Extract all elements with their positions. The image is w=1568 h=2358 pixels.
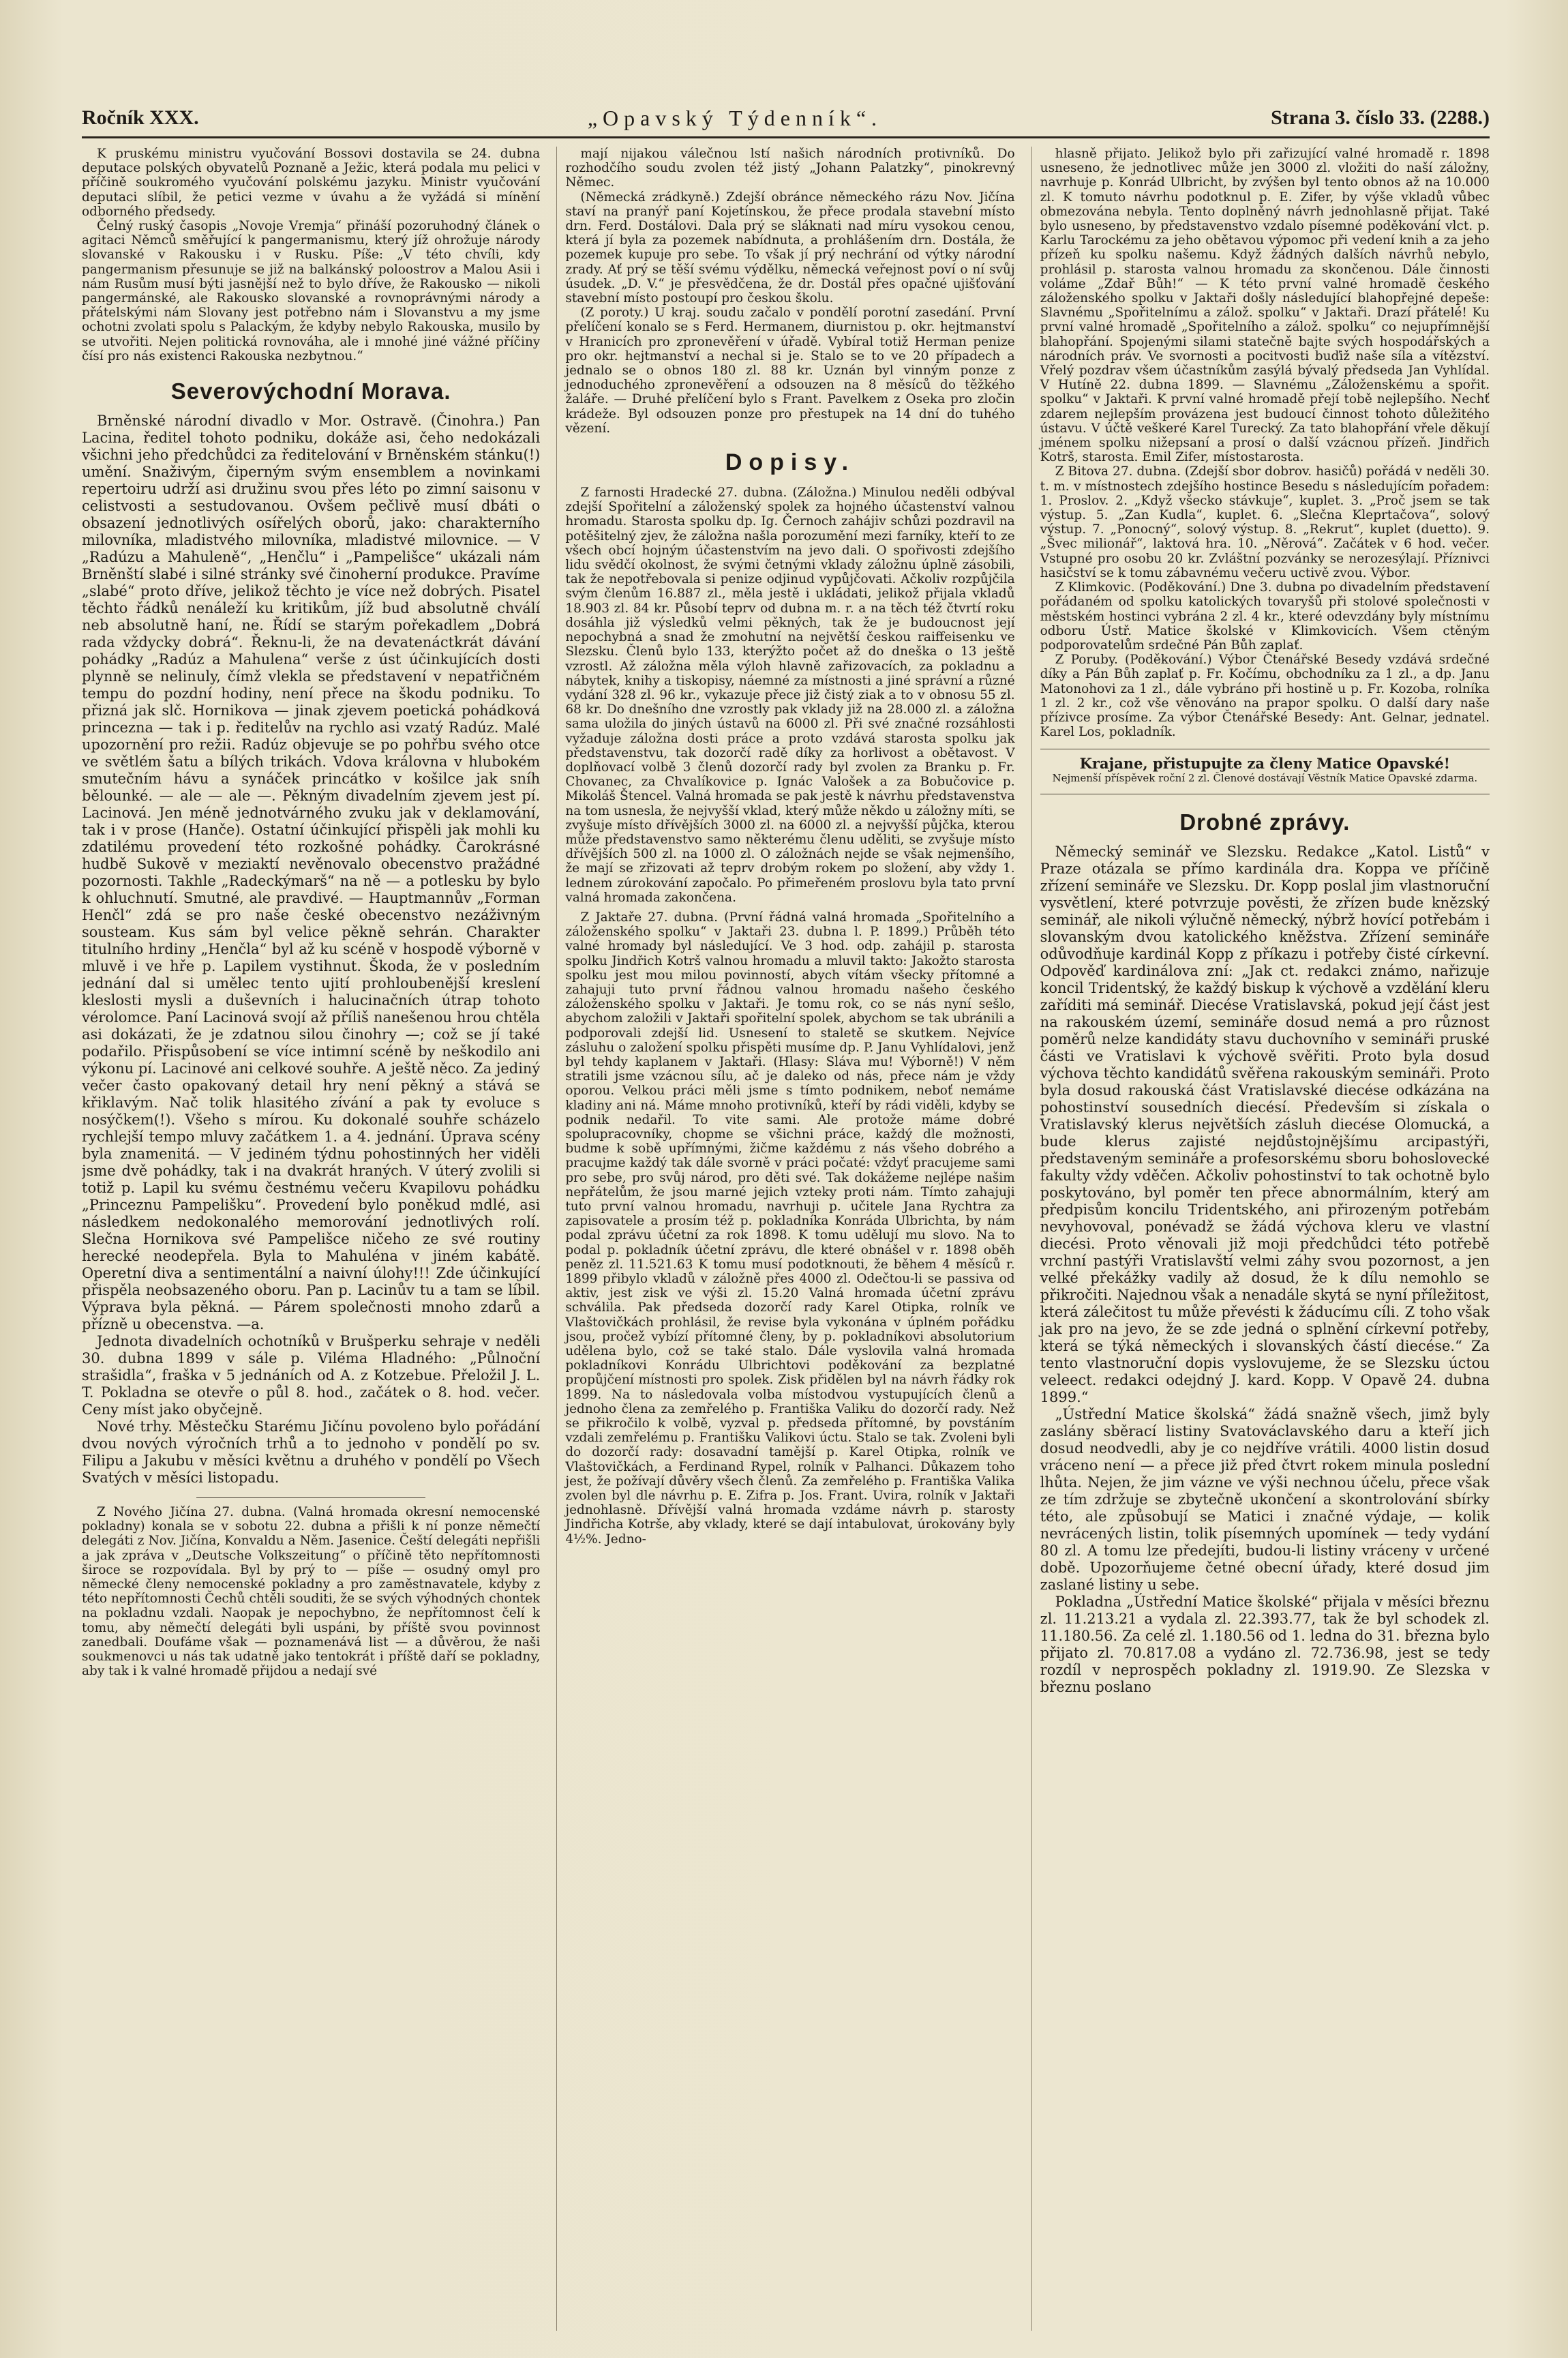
article-jaktar-continued: hlasně přijato. Jelikož bylo při zařizující valné hromadě r. 1898 usneseno, že jednotlivec může jen 3000 zl. vložiti do naší záložny, navrhuje p. Konrád Ulbricht, by zvýšen byl tento obnos až na 10.000 zl. K tomuto návrhu podotknul p. E. Zifer, by výše vkladů vůbec obmezována nebyla. Tento doplněný návrh jednohlasně přijat. Také bylo usneseno, by představenstvo vzdalo písemné poděkování vlct. p. Karlu Tarockému za jeho obětavou výpomoc při vedení knih a za jeho přízeň ku spolku našemu. Když žádných dalších návrhů nebylo, prohlásil p. starosta valnou hromadu za skončenou. Dále činnosti voláme „Zdař Bůh!“ — K této první valné hromadě českého záloženského spolku v Jaktaři došly následující blahopřejné depeše: Slavnému „Spořitelnímu a zálož. spolku“ v Jaktaři. Drazí přátelé! Ku první valné hromadě „Spořitelního a zálož. spolku“ co nejupřímnější blahopřání. Spojenými silami statečně bajte svých hospodářských a národních práv. Ve svornosti a pocitvosti buďiž naše síla a vítězství. Vřelý pozdrav všem účastníkům zasýlá bývalý předseda Jan Vyhlídal. V Hutíně 22. dubna 1899. — Slavnému „Záloženskému a spořit. spolku“ v Jaktaři. K první valné hromadě přejí tobě nejlepšího. Nechť zdarem nejlepším provázena jest budoucí činnost tohoto důležitého ústavu. V účtě veškeré Karel Turecký. Za tato blahopřání vřele děkují jménem spolku nižepsaní a prosí o další vzácnou přízeň. Jindřich Kotrš, starosta. Emil Zifer, místostarosta. (1040, 147, 1490, 465)
matice-subnote: Nejmenší příspěvek roční 2 zl. Členové dostávají Věstník Matice Opavské zdarma. (1052, 772, 1478, 785)
article-brno-theatre: Brněnské národní divadlo v Mor. Ostravě. (Činohra.) Pan Lacina, ředitel tohoto podniku, dokáže asi, čeho nedokázali všichni jeho předchůdci za ředitelování v Brněnském stánku(!) umění. Snaživým, čiperným svým ensemblem a novinkami repertoiru udrží asi družinu svou přes léto po zimní saisonu v celistvosti a sestudovanou. Ovšem pečlivě musí dbáti o obsazení jednotlivých osířelých oborů, jako: charakterního milovníka, mladistvého milovníka, mladistvé milovnice. — V „Radúzu a Mahuleně“, „Henčlu“ i „Pampelišce“ ukázali nám Brněnští slabé i silné stránky své činoherní produkce. Pravíme „slabé“ proto dříve, jelikož těchto je více než dobrých. Pisatel těchto řádků nenáleží ku kritikům, jíž bud absolutně chválí neb absolutně haní, ne. Řídí se starým pořekadlem „Dobrá rada vždycky dobrá“. Řeknu-li, že na devatenáctkrát dávání pohádky „Radúz a Mahulena“ verše z úst účinkujících dosti plynně se nelinuly, čímž vlekla se představení v nepatřičném tempu do pozdní hodiny, není přece na škodu podniku. To přizná jak slč. Hornikova — jinak zjevem poetická pohádková princezna — tak i p. ředitelův na rychlo asi vzatý Radúz. Malé upozornění pro režii. Radúz objevuje se po pohřbu svého otce ve světlém šatu a bílých trikách. Vdova královna v hlubokém smutečním hávu a synáček princátko v košilce jak sníh bělounké. — ale — ale —. Pěkným divadelním zjevem jest pí. Lacinová. Jen méně jednotvárného zvuku jak v deklamování, tak i v prose (Hanče). Ostatní účinkující přispěli jak mohli ku zdatilému provedení této rozkošné pohádky. Čarokrásné hudbě Sukově v meziaktí nevěnovalo obecenstvo pražádné pozornosti. Takhle „Radeckýmarš“ na ně — a potlesku by bylo k ohluchnutí. Smutné, ale pravdivé. — Hauptmannův „Forman Henčl“ zdá se pro naše české obecenstvo nezáživným sousteam. Kus sám byl velice pěkně sehrán. Charakter titulního hrdiny „Henčla“ byl až ku scéně v hospodě výborně v mluvě i ve hře p. Lapilem vystihnut. Škoda, že v posledním jednání dal si umělec tento ujití prohloubenější kreslení kleslosti mysli a duševních i halucinačních útrap tohoto vérolomce. Paní Lacinová svojí až příliš nanešenou hrou chtěla asi dokázati, že je zdatnou silou činohry —; což se jí také podařilo. Přispůsobení se více intimní scéně by neškodilo ani výkonu pí. Lacinové ani celkové souhře. A ještě něco. Za jediný večer často opakovaný detail hry není pěkný a stává se křiklavým. Nač tolik hlasitého zívání a pak ty evoluce s nosýčkem(!). Všeho s mírou. Ku dokonalé souhře scházelo rychlejší tempo mluvy začátkem 1. a 4. jednání. Úprava scény byla znamenitá. — V jediném týdnu pohostinných her viděli jsme dvě pohádky, tak i na dvakrát hraných. V úterý zvolili si totiž p. Lapil ku svému čestnému večeru Kvapilovu pohádku „Princeznu Pampelišku“. Provedení bylo poněkud mdlé, asi následkem nedokonalého memorování jednotlivých rolí. Slečna Hornikova své Pampelišce ničeho ze své routiny herecké neodepřela. Byla to Mahuléna v jiném kabátě. Operetní diva a sentimentální a naivní úlohy!!! Zde účinkující přispěla neobsazeného oboru. Pan p. Lacinův tu a tam se líbil. Výprava byla pěkná. — Párem společnosti mnoho zdarů a přízně u obecenstva. —a. (82, 413, 541, 1333)
article-klimkovice: Z Klimkovic. (Poděkování.) Dne 3. dubna po divadelním představení pořádaném od spolku katolických tovaryšů při stolové společnosti v městském hostinci vybrána 2 zl. 4 kr., které odevzdány byly místnímu odboru Ústř. Matice školské v Klimkovicích. Všem ctěným podporovatelům srdečné Pán Bůh zaplať. (1040, 580, 1490, 653)
article-prussian-minister: K pruskému ministru vyučování Bossovi dostavila se 24. dubna deputace polských obyvatelů Poznaně a Ježic, která podala mu pelici v příčině soukromého vyučování polskému jazyku. Ministr vyučování deputaci slíbil, že petici vezme v úvahu a že vyžádá si mínění odborného předsedy. (82, 147, 541, 219)
column-3 (1031, 147, 1490, 2331)
section-title-drobne: Drobné zprávy. (1179, 809, 1351, 835)
article-novy-jicin: Z Nového Jičína 27. dubna. (Valná hromada okresní nemocenské pokladny) konala se v sobotu 22. dubna a přišli k ní ponze němečtí delegáti z Nov. Jičína, Konvaldu a Něm. Jasenice. Čeští delegáti nepřišli a jak zpráva v „Deutsche Volkszeitung“ o příčině těto nepřítomnosti široce se rozpovídala. Byl by prý to — píše — osudný omyl pro německé členy nemocenské pokladny a pro zaměstnavatele, kdyby z této nepřítomnosti Čechů chtěli souditi, že se svých výhodných chontek na pokladnu vzdali. Naopak je nepochybno, že nepřítomnost čelí k tomu, aby němečtí delegáti byli uspáni, by příště svou povinnost zanedbali. Doufáme však — poznamenává list — a důvěrou, že naši soukmenovci u nás tak udatně jako tentokrát i příště daří se pokladny, aby tak i k valné hromadě přijdou a nedají své (82, 1505, 541, 1679)
article-brusperk-theatre: Jednota divadelních ochotníků v Brušperku sehraje v neděli 30. dubna 1899 v sále p. Viléma Hladného: „Půlnoční strašidla“, fraška v 5 jednáních od A. z Kotzebue. Přeložil J. L. T. Pokladna se otevře o půl 8. hod., začátek o 8. hod. večer. Ceny míst jako obyčejně. (82, 1333, 541, 1418)
article-poruba: Z Poruby. (Poděkování.) Výbor Čtenářské Besedy vzdává srdečné díky a Pán Bůh zaplať p. Fr. Kočímu, obchodníku za 1 zl., a dp. Janu Matonohovi za 1 zl., dále vybráno při hostině u p. Fr. Kozoba, rolníka 1 zl. 2 kr., což vše věnováno na prapor spolku. O další dary naše přízivce prosíme. Za výbor Čtenářské Besedy: Ant. Gelnar, jednatel. Karel Los, pokladník. (1040, 653, 1490, 740)
article-continued: mají nijakou válečnou lstí našich národních protivníků. Do rozhodčího soudu zvolen též jistý „Johann Palatzky“, pinokrevný Němec. (565, 147, 1015, 190)
columns (82, 147, 1490, 2331)
page-header (82, 101, 1490, 135)
section-title-dopisy: Dopisy. (725, 449, 856, 476)
article-new-fairs: Nové trhy. Městečku Starému Jičínu povoleno bylo pořádání dvou nových výročních trhů a to jednoho v pondělí po sv. Filipu a Jakubu v měsíci květnu a druhého v pondělí po Všech Svatých v měsíci listopadu. (82, 1418, 541, 1487)
article-german-traitor: (Německá zrádkyně.) Zdejší obránce německého rázu Nov. Jičína staví na pranýř paní Kojetínskou, že přece prodala stavební místo drn. Ferd. Dostálovi. Dala prý se sláknati nad míru vysokou cenou, která jí byla za pozemek nabídnuta, a prohlášením drn. Dostála, že pozemek kupuje pro sebe. To však jí prý nechrání od výtky národní zrady. Ať prý se těší svému výdělku, německá veřejnost poví o ní svůj úsudek. „D. V.“ je přesvědčena, že dr. Dostál přes opačné ujišťování stavební místo postoupí pro českou školu. (565, 190, 1015, 306)
article-novoje-vremja: Čelný ruský časopis „Novoje Vremja“ přináší pozoruhodný článek o agitaci Němců směřující k pangermanismu, který jíž ohrožuje národy slovanské v Rakousku i v Rusku. Píše: „V této chvíli, kdy pangermanism přesunuje se již na balkánský poloostrov a Malou Asii i nám Rusům musí býti jasnější než to bylo dříve, že Rakousko — nikoli pangermánské, ale Rakousko slovanské a rovnoprávnými národy a přátelskými nám Slovany jest potřebno nám i Slovanstvu a my jsme ochotni zvolati spolu s Palackým, že kdyby nebylo Rakouska, musilo by se utvořiti. Nejen politická rovnováha, ale i mnohé jiné vážné příčiny čísí pro nás existenci Rakouska nezbytnou.“ (82, 219, 541, 363)
matice-appeal: Krajane, přistupujte za členy Matice Opavské! (1079, 755, 1450, 773)
article-seminar: Německý seminář ve Slezsku. Redakce „Katol. Listů“ v Praze otázala se přímo kardinála dra. Koppa ve příčině zřízení semináře ve Slezsku. Dr. Kopp poslal jim vlastnoruční vysvětlení, které potvrzuje pověsti, že zřízen bude knězský seminář, ale nikoli výlučně německý, nýbrž hovící potřebám i slovanským dvou katolického kněžstva. Zřízení semináře odůvodňuje kardinál Kopp z příkazu i potřeby čisté církevní. Odpověď kardinálova zní: „Jak ct. redakci známo, nařizuje koncil Tridentský, že každý biskup k výchově a vzdělání kleru zaříditi má seminář. Diecése Vratislavská, pokud její část jest na rakouském území, semináře dosud nemá a pro různost poměrů nelze kandidáty stavu duchovního v semináři pruské části ve Vratislavi k výchově svěřiti. Proto byla dosud výchova těchto kandidátů svěřena rakouským semináři. Proto byla dosud rakouská část Vratislavské diecése odkázána na pohostinství sousedních diecésí. Především si získala o Vratislavský klerus největších zásluh diecése Olomucká, a bude klerus zajisté nejdůstojnějšímu arcipastýři, představeným semináře a profesorskému sboru bohoslovecké fakulty vždy vděčen. Ačkoliv pohostinství to tak ochotně bylo poskytováno, byl poměr ten přece abnormálním, který am předpisům koncilu Tridentského, ani přirozeným potřebám nevyhovoval, ponévadž se žádá výchova kleru ve vlastní diecési. Proto věnovali již moji předchůdci této potřebě vrchní pastýři Vratislavští velmi záhy svou pozornost, a jen velké překážky vadily až dosud, že k dílu nemohlo se přikročiti. Najednou však a nenadále skytá se nyní příležitost, která zálečitost tu může převésti k žáducímu cíli. Z toho však jak pro na jevo, že se zde jedná o splnění církevní potřeby, která se týká německých i slovanských částí diecése.“ Za tento vlastnoruční dopis vyslovujeme, že se Slezsku úctou veleect. redakci odejdný J. kard. Kopp. V Opavě 24. dubna 1899.“ (1040, 844, 1490, 1406)
section-title-morava: Severovýchodní Morava. (170, 378, 451, 404)
divider (196, 1497, 425, 1498)
article-pokladna: Pokladna „Ústřední Matice školské“ přijala v měsíci březnu zl. 11.213.21 a vydala zl. 22.393.77, tak že byl schodek zl. 11.180.56. Za celé zl. 1.180.56 od 1. ledna do 31. března bylo přijato zl. 70.817.08 a vydáno zl. 72.736.98, jest se tedy rozdíl v neprospěch pokladny zl. 1919.90. Ze Slezska v březnu poslano (1040, 1594, 1490, 1696)
article-jury: (Z poroty.) U kraj. soudu začalo v pondělí porotní zasedání. První přelíčení konalo se s Ferd. Hermanem, diurnistou p. okr. hejtmanství v Hranicích pro zpronevěření v úřadě. Vybíral totiž Herman penize pro okr. hejtmanství a nechal si je. Stalo se to ve 20 případech a jednalo se o obnos 180 zl. 88 kr. Uznán byl vinným ponze z jednoduchého zpronevěření a odsouzen na 8 měsíců do těžkého žaláře. — Druhé přelíčení bylo s Frant. Pavelkem z Oseka pro zločin krádeže. Byl odsouzen ponze pro přestupek na 14 dní do tuhého vězení. (565, 305, 1015, 436)
article-jaktar: Z Jaktaře 27. dubna. (První řádná valná hromada „Spořitelního a záloženského spolku“ v Jaktaři 23. dubna l. P. 1899.) Průběh této valné hromady byl následující. Ve 3 hod. odp. zahájil p. starosta spolku Jindřich Kotrš valnou hromadu a mluvil takto: Jakožto starosta spolku jest mou milou povinností, abych vítám všecky přítomné a zahajuji tuto první řádnou valnou hromadu našeho českého záloženského spolku v Jaktaři. Je tomu rok, co se nás nyní sešlo, abychom založili v Jaktaři spořitelní spolek, abychom se tak ubránili a podporovali zdejší lid. Usnesení to staletě se skutkem. Nejvíce zásluhu o založení spolku přispěti musíme dp. P. Janu Vyhlídalovi, jenž byl tehdy kaplanem v Jaktaři. (Hlasy: Sláva mu! Výborně!) V něm stratili jsme vzácnou sílu, ač je daleko od nás, přece nám je vždy oporou. Velkou práci měli jsme s tímto podnikem, neboť nemáme kladiny ani ná. Máme mnoho protivníků, kteří by rádi viděli, kdyby se podnik nedařil. To vite sami. Ale protože máme dobré spolupracovníky, chopme se všichni práce, každý dle možnosti, budme k sobě upřímnými, žičme každému z nás všeho dobrého a pracujme každý tak dále svorně v práci počaté: vždyť pracujeme sami pro sebe, pro svůj národ, pro děti své. Tak dokážeme nejlépe našim nepřátelům, že jsou marné jejich vzteky proti nám. Tímto zahajuji tuto první valnou hromadu, navrhuji p. učitele Jana Rychtra za zapisovatele a prosím též p. pokladníka Konráda Ulbrichta, by nám podal zprávu účetní za rok 1898. K tomu udělují mu slovo. Na to podal p. pokladník účetní zprávu, dle které obnášel v r. 1898 oběh peněz zl. 11.521.63 K tomu musí podotknouti, že během 4 měsíců r. 1899 přibylo vkladů v záložně přes 4000 zl. Odečtou-li se passiva od aktiv, jest zisk ve výši zl. 15.20 Valná hromada účetní zprávu schválila. Pak předseda dozorčí rady Karel Otipka, rolník ve Vlaštovičkách prohlásil, že revise byla vykonána v úplném pořádku jsou, pročež vybízí přítomné členy, by p. pokladníkovi absolutorium udělena bylo, což se také stalo. Dále vyslovila valná hromada pokladníkovi Konrádu Ulbrichtovi poděkování za bezplatné propůjčení místnosti pro spolek. Zisk přidělen byl na návrh řádky rok 1899. Na to následovala volba místodvou vystupujících členů a jednoho člena za zemřelého p. Františka Valiku do dozorčí rady. Než se přikročilo k volbě, vyzval p. předseda přítomné, by povstáním vzdali zemřelému p. Františku Valikovi úctu. Stalo se tak. Zvoleni byli do dozorčí rady: dosavadní tamější p. Karel Otipka, rolník ve Vlaštovičkách, a Ferdinand Rypel, rolník v Palhanci. Důkazem toho jest, že požívají důvěry všech členů. Za zemřelého p. Františka Valika zvolen byl dle návrhu p. E. Zifra p. Jos. Frant. Uvira, rolník v Jaktaři jednohlasně. Dřívější valná hromada vzdáme návrh p. starosty Jindřicha Kotrše, aby vklady, které se dají intabulovat, úrokovány byly 4½%. Jedno- (565, 910, 1015, 1547)
header-rule (82, 136, 1490, 138)
volume-label: Ročník XXX. (82, 106, 199, 129)
page-number: Strana 3. číslo 33. (2288.) (1271, 106, 1490, 129)
article-bitov: Z Bitova 27. dubna. (Zdejší sbor dobrov. hasičů) pořádá v neděli 30. t. m. v místnostech zdejšího hostince Besedu s následujícím pořadem: 1. Proslov. 2. „Když všecko stávkuje“, kuplet. 3. „Proč jsem se tak výstup. 5. „Zan Kudla“, kuplet. 6. „Slečna Kleprtačova“, solový výstup. 7. „Ponocný“, solový výstup. 8. „Rekrut“, kuplet (duetto). 9. „Švec milionář“, laktová hra. 10. „Něrová“. Začátek v 6 hod. večer. Vstupné pro osobu 20 kr. Zvláštní pozvánky se nerozesýlají. Příznivci hasičství se k tomu zábavnému večeru uctivě zvou. Výbor. (1040, 464, 1490, 580)
article-ustredni-matice: „Ústřední Matice školská“ žádá snažně všech, jimž byly zaslány sběrací listiny Svatováclavského daru a kteří jich dosud neodvedli, aby je co nejdříve vrátili. 4000 listin dosud vráceno není — a přece již před čtvrt rokem minula poslední lhůta. Nejen, že jim vázne ve výši nechnou účelu, přece však ze tím zdržuje se zbytečně ukončení a skontrolování sbírky této, ale způsobují se Matici i značné výdaje, — kolik nevrácených listin, tolik písemných upomínek — tedy vydání 80 zl. A tomu lze předejíti, budou-li listiny vráceny v určené době. Upozorňujeme četné obecní úřady, které dosud jim zaslané listiny u sebe. (1040, 1406, 1490, 1594)
newspaper-title: „Opavský Týdenník“. (587, 105, 883, 130)
column-1 (82, 147, 540, 2331)
article-hradek: Z farnosti Hradecké 27. dubna. (Záložna.) Minulou neděli odbýval zdejší Spořitelní a záloženský spolek za hojného účastenství valnou hromadu. Starosta spolku dp. Ig. Černoch zahájiv schůzi pozdravil na potěšitelný zjev, že záložna našla porozumění mezi farníky, kteří to ze všech obcí hojným účastenstvím na jevo dali. O spořivosti zdejšího lidu svědčí okolnost, že svými četnými vklady záložnu úplně zásobili, tak že nepotřebovala si penize odjinud vypůjčovati. Ačkoliv rozpůjčila svým členům 16.887 zl., měla jestě i ukládati, jelikož přijala vkladů 18.903 zl. 84 kr. Působí teprv od dubna m. r. a na těch též čtvrtí roku dosáhla již výsledků velmi pěkných, tak že je budoucnost její nepochybná a snad že zmohutní na největší českou raiffeisenku ve Slezsku. Členů bylo 133, kterýžto počet až do dneška o 13 ještě vzrostl. Až záložna měla výloh hlavně zařizovacích, za pokladnu a nábytek, knihy a tiskopisy, náemné za místnosti a jiné správní a různé vydání 328 zl. 96 kr., vykazuje přece již čistý ziak a to v obnosu 55 zl. 68 kr. Do dnešního dne vzrostly pak vklady již na 28.000 zl. a záložna sama uložila do jiných ústavů na 6000 zl. Při své značné rozsáhlosti vyžaduje záložna dosti práce a proto vzdává starosta spolku jak představenstvu, tak dozorčí radě díky za horlivost a obětavost. V doplňovací volbě 3 členů dozorčí rady byl zvolen za Branku p. Fr. Chovanec, za Chvalíkovice p. Ignác Valošek a za Bobučovice p. Mikoláš Štencel. Valná hromada se pak jestě k návrhu představenstva na tom usnesla, že nejvyšší vklad, který může někdo u záložny míti, se zvyšuje místo dřívějších 3000 zl. na 6000 zl. a nejvyšší půjčka, kterou může představenstvo samo některému členu uděliti, se zvyšuje místo dřívějších 500 zl. na 1000 zl. O záložnách nejde se však nejmenšího, že mají se zřizovati až teprv drobým rokem po složení, aby vždy 1. lednem zúrokování započalo. Po přimeřeném proslovu byla tato první valná hromada zakončena. (565, 486, 1015, 905)
column-2 (556, 147, 1014, 2331)
